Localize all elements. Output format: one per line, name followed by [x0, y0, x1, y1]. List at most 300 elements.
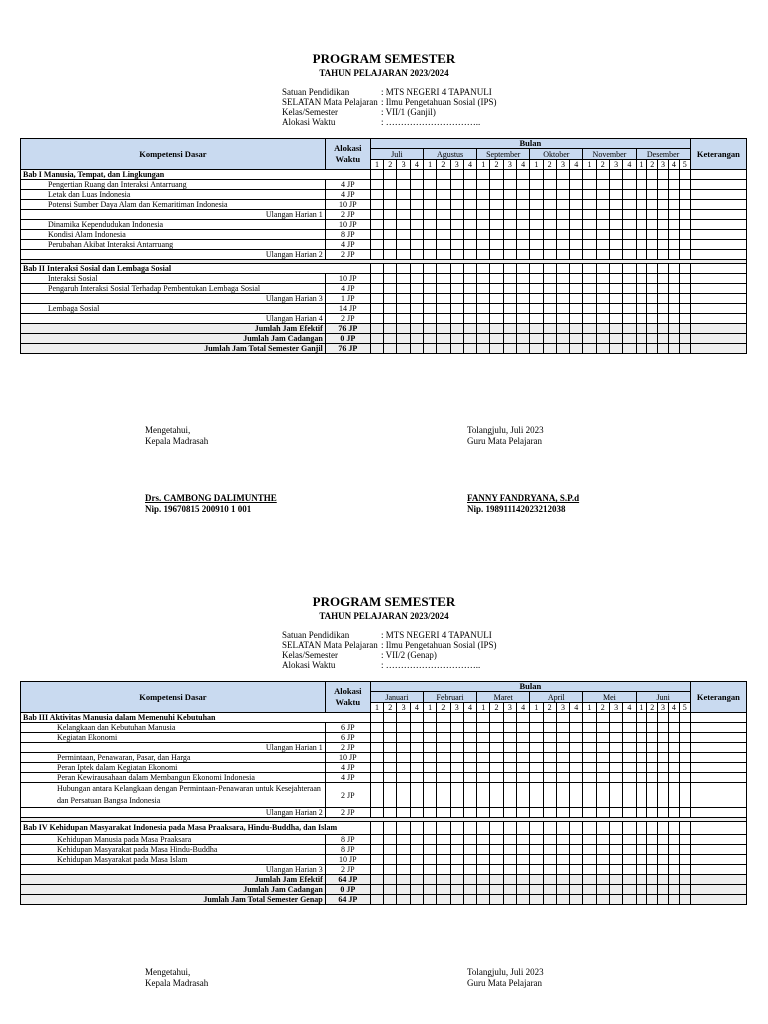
week-cell: [596, 885, 609, 895]
info-row: [282, 660, 497, 670]
week-cell: [543, 250, 556, 260]
week-cell: [658, 855, 669, 865]
week-cell: [543, 210, 556, 220]
week-cell: [647, 230, 658, 240]
week-cell: [530, 885, 543, 895]
week-cell: [490, 200, 503, 210]
table-row: [21, 822, 747, 835]
week-cell: [463, 822, 476, 835]
week-cell: [490, 713, 503, 723]
table-row: [21, 170, 747, 180]
week-cell: [397, 822, 410, 835]
week-cell: [623, 713, 636, 723]
week-cell: [450, 284, 463, 294]
alokasi-value: 0 JP: [325, 885, 370, 895]
week-cell: [609, 210, 622, 220]
week-cell: [570, 875, 583, 885]
week-cell: [668, 210, 679, 220]
week-cell: [658, 240, 669, 250]
week-cell: [477, 865, 490, 875]
week-cell: [503, 773, 516, 783]
week-cell: [503, 835, 516, 845]
week-cell: [463, 344, 476, 354]
week-cell: [370, 170, 383, 180]
week-cell: [397, 284, 410, 294]
week-cell: [503, 783, 516, 808]
week-cell: [450, 324, 463, 334]
info-value: : Ilmu Pengetahuan Sosial (IPS): [381, 97, 497, 107]
week-cell: [384, 240, 397, 250]
week-number: 4: [463, 160, 476, 170]
week-number: 3: [609, 703, 622, 713]
week-cell: [384, 763, 397, 773]
week-cell: [477, 733, 490, 743]
month-header: Agustus: [424, 149, 477, 160]
week-cell: [424, 865, 437, 875]
week-cell: [556, 324, 569, 334]
week-cell: [463, 885, 476, 895]
week-cell: [647, 250, 658, 260]
week-cell: [397, 733, 410, 743]
week-cell: [596, 294, 609, 304]
week-cell: [424, 230, 437, 240]
week-cell: [463, 304, 476, 314]
week-cell: [658, 808, 669, 818]
week-number: 4: [410, 703, 423, 713]
table-row: [21, 274, 747, 284]
week-cell: [397, 304, 410, 314]
week-cell: [596, 723, 609, 733]
week-cell: [437, 170, 450, 180]
keterangan-cell: [690, 723, 746, 733]
week-cell: [583, 865, 596, 875]
week-cell: [636, 190, 647, 200]
month-header: September: [477, 149, 530, 160]
week-cell: [490, 763, 503, 773]
week-number: 1: [370, 160, 383, 170]
week-cell: [477, 274, 490, 284]
week-cell: [623, 264, 636, 274]
alokasi-value: 2 JP: [325, 808, 370, 818]
week-cell: [583, 304, 596, 314]
week-number: 2: [490, 703, 503, 713]
week-cell: [410, 763, 423, 773]
kd-label: Peran Iptek dalam Kegiatan Ekonomi: [21, 763, 326, 773]
alokasi-value: 10 JP: [325, 200, 370, 210]
table-row: [21, 743, 747, 753]
week-cell: [570, 230, 583, 240]
week-cell: [636, 210, 647, 220]
week-cell: [450, 855, 463, 865]
week-cell: [490, 723, 503, 733]
week-cell: [647, 344, 658, 354]
week-cell: [668, 200, 679, 210]
week-cell: [450, 845, 463, 855]
week-cell: [450, 220, 463, 230]
table-row: [21, 220, 747, 230]
week-cell: [450, 865, 463, 875]
week-cell: [530, 180, 543, 190]
week-cell: [424, 743, 437, 753]
week-cell: [477, 783, 490, 808]
alokasi-value: 6 JP: [325, 733, 370, 743]
week-cell: [450, 304, 463, 314]
info-label: Alokasi Waktu: [282, 117, 336, 127]
week-cell: [410, 865, 423, 875]
week-cell: [437, 250, 450, 260]
week-cell: [668, 190, 679, 200]
table-row: [21, 294, 747, 304]
week-cell: [516, 210, 529, 220]
week-cell: [437, 284, 450, 294]
week-cell: [477, 220, 490, 230]
header-row: [21, 139, 747, 149]
total-label: Jumlah Jam Efektif: [21, 324, 326, 334]
week-cell: [556, 845, 569, 855]
week-cell: [658, 763, 669, 773]
keterangan-cell: [690, 763, 746, 773]
week-cell: [658, 324, 669, 334]
week-cell: [658, 845, 669, 855]
doc2-year: TAHUN PELAJARAN 2023/2024: [319, 611, 449, 621]
week-cell: [647, 200, 658, 210]
week-cell: [424, 835, 437, 845]
week-cell: [609, 875, 622, 885]
week-cell: [543, 865, 556, 875]
week-cell: [636, 264, 647, 274]
week-cell: [570, 845, 583, 855]
week-cell: [490, 274, 503, 284]
week-cell: [370, 773, 383, 783]
week-cell: [583, 743, 596, 753]
week-cell: [490, 220, 503, 230]
week-cell: [543, 274, 556, 284]
ulangan-label: Ulangan Harian 2: [21, 808, 326, 818]
week-cell: [530, 875, 543, 885]
week-cell: [384, 314, 397, 324]
week-cell: [583, 200, 596, 210]
week-cell: [450, 743, 463, 753]
week-cell: [596, 895, 609, 905]
week-cell: [384, 264, 397, 274]
week-cell: [543, 220, 556, 230]
week-cell: [570, 190, 583, 200]
ulangan-label: Ulangan Harian 3: [21, 294, 326, 304]
doc2-sign-right: [467, 967, 544, 989]
week-cell: [424, 713, 437, 723]
week-cell: [397, 314, 410, 324]
week-cell: [490, 835, 503, 845]
week-cell: [410, 723, 423, 733]
week-cell: [384, 324, 397, 334]
week-cell: [424, 763, 437, 773]
week-cell: [530, 773, 543, 783]
ulangan-label: Ulangan Harian 2: [21, 250, 326, 260]
week-cell: [543, 304, 556, 314]
week-cell: [450, 250, 463, 260]
week-cell: [623, 733, 636, 743]
week-cell: [623, 845, 636, 855]
week-cell: [596, 200, 609, 210]
week-cell: [437, 783, 450, 808]
week-cell: [556, 200, 569, 210]
week-cell: [424, 210, 437, 220]
week-cell: [516, 220, 529, 230]
week-cell: [543, 180, 556, 190]
sign-left-line1: Mengetahui,: [145, 967, 191, 977]
week-cell: [596, 274, 609, 284]
week-cell: [397, 180, 410, 190]
week-cell: [668, 733, 679, 743]
table-row: [21, 200, 747, 210]
week-cell: [570, 294, 583, 304]
week-cell: [543, 264, 556, 274]
week-cell: [437, 190, 450, 200]
week-cell: [384, 210, 397, 220]
week-cell: [477, 304, 490, 314]
total-label: Jumlah Jam Total Semester Ganjil: [21, 344, 326, 354]
week-cell: [530, 220, 543, 230]
week-cell: [516, 845, 529, 855]
week-cell: [570, 895, 583, 905]
week-cell: [658, 294, 669, 304]
week-cell: [636, 835, 647, 845]
week-cell: [450, 808, 463, 818]
week-cell: [450, 170, 463, 180]
table-row: [21, 865, 747, 875]
week-cell: [370, 344, 383, 354]
week-cell: [668, 334, 679, 344]
week-cell: [570, 344, 583, 354]
week-cell: [636, 753, 647, 763]
week-cell: [583, 895, 596, 905]
doc1-sign-right: [467, 425, 544, 447]
keterangan-cell: [690, 324, 746, 334]
week-cell: [647, 304, 658, 314]
week-cell: [647, 220, 658, 230]
week-cell: [410, 334, 423, 344]
kd-label: Permintaan, Penawaran, Pasar, dan Harga: [21, 753, 326, 763]
week-cell: [477, 180, 490, 190]
week-number: 3: [658, 160, 669, 170]
month-header: Juni: [636, 692, 690, 703]
week-cell: [424, 264, 437, 274]
week-cell: [530, 808, 543, 818]
week-number: 2: [596, 160, 609, 170]
week-cell: [437, 264, 450, 274]
week-cell: [583, 822, 596, 835]
week-cell: [658, 723, 669, 733]
week-cell: [556, 855, 569, 865]
week-cell: [668, 743, 679, 753]
week-cell: [658, 875, 669, 885]
week-cell: [516, 344, 529, 354]
week-cell: [570, 723, 583, 733]
week-cell: [490, 250, 503, 260]
table-row: [21, 753, 747, 763]
week-cell: [424, 240, 437, 250]
week-cell: [647, 895, 658, 905]
week-cell: [668, 753, 679, 763]
week-cell: [570, 733, 583, 743]
week-cell: [543, 344, 556, 354]
week-cell: [668, 855, 679, 865]
week-cell: [516, 822, 529, 835]
week-cell: [647, 865, 658, 875]
week-cell: [503, 865, 516, 875]
week-cell: [679, 314, 690, 324]
week-cell: [647, 294, 658, 304]
keterangan-cell: [690, 783, 746, 808]
week-number: 1: [477, 160, 490, 170]
week-cell: [583, 250, 596, 260]
week-cell: [516, 763, 529, 773]
week-cell: [623, 250, 636, 260]
week-cell: [658, 230, 669, 240]
info-label: SELATAN Mata Pelajaran: [282, 97, 378, 107]
week-cell: [463, 284, 476, 294]
week-cell: [477, 835, 490, 845]
week-cell: [503, 895, 516, 905]
keterangan-cell: [690, 835, 746, 845]
week-cell: [609, 743, 622, 753]
week-cell: [556, 723, 569, 733]
week-cell: [543, 723, 556, 733]
week-cell: [397, 250, 410, 260]
ulangan-label: Ulangan Harian 3: [21, 865, 326, 875]
week-cell: [636, 783, 647, 808]
info-value: : VII/2 (Genap): [381, 650, 437, 660]
alokasi-value: 14 JP: [325, 304, 370, 314]
week-cell: [570, 783, 583, 808]
week-cell: [668, 713, 679, 723]
alokasi-value: 2 JP: [325, 250, 370, 260]
week-number: 4: [668, 703, 679, 713]
week-cell: [516, 190, 529, 200]
week-cell: [437, 753, 450, 763]
week-cell: [424, 808, 437, 818]
kd-label: Peran Kewirausahaan dalam Membangun Ekonomi Indonesia: [21, 773, 326, 783]
week-cell: [463, 723, 476, 733]
week-cell: [679, 733, 690, 743]
week-cell: [530, 783, 543, 808]
week-cell: [668, 875, 679, 885]
headmaster-nip: Nip. 19670815 200910 1 001: [145, 504, 252, 514]
week-cell: [530, 294, 543, 304]
week-cell: [543, 200, 556, 210]
week-cell: [658, 783, 669, 808]
week-cell: [596, 733, 609, 743]
week-cell: [463, 875, 476, 885]
keterangan-cell: [690, 773, 746, 783]
week-cell: [570, 773, 583, 783]
week-cell: [658, 743, 669, 753]
week-cell: [463, 835, 476, 845]
week-number: 3: [658, 703, 669, 713]
week-cell: [516, 808, 529, 818]
week-number: 4: [410, 160, 423, 170]
week-cell: [658, 284, 669, 294]
week-cell: [477, 200, 490, 210]
week-cell: [370, 294, 383, 304]
week-cell: [623, 314, 636, 324]
week-cell: [543, 324, 556, 334]
week-cell: [668, 783, 679, 808]
keterangan-cell: [690, 865, 746, 875]
table-row: [21, 230, 747, 240]
week-cell: [658, 304, 669, 314]
info-label: SELATAN Mata Pelajaran: [282, 640, 378, 650]
alokasi-value: 4 JP: [325, 773, 370, 783]
week-cell: [570, 274, 583, 284]
week-cell: [668, 835, 679, 845]
week-cell: [370, 723, 383, 733]
week-cell: [636, 845, 647, 855]
alokasi-value: 4 JP: [325, 240, 370, 250]
kd-label: Hubungan antara Kelangkaan dengan Permintaan-Penawaran untuk Kesejahteraan dan Persatuan Bangsa Indonesia: [21, 783, 326, 808]
week-cell: [658, 865, 669, 875]
week-cell: [503, 885, 516, 895]
week-cell: [623, 875, 636, 885]
doc1-info: [282, 87, 497, 127]
week-cell: [490, 264, 503, 274]
total-label: Jumlah Jam Total Semester Genap: [21, 895, 326, 905]
week-cell: [450, 190, 463, 200]
week-cell: [543, 284, 556, 294]
week-cell: [410, 324, 423, 334]
week-cell: [477, 713, 490, 723]
week-cell: [410, 753, 423, 763]
week-cell: [636, 324, 647, 334]
week-cell: [679, 845, 690, 855]
week-cell: [570, 334, 583, 344]
week-cell: [596, 264, 609, 274]
week-cell: [370, 274, 383, 284]
keterangan-cell: [690, 274, 746, 284]
week-cell: [679, 274, 690, 284]
week-cell: [384, 200, 397, 210]
week-cell: [556, 180, 569, 190]
week-cell: [636, 200, 647, 210]
week-cell: [623, 773, 636, 783]
header-alokasi: Alokasi Waktu: [325, 139, 370, 170]
week-cell: [679, 822, 690, 835]
week-cell: [668, 314, 679, 324]
week-cell: [636, 240, 647, 250]
week-cell: [530, 723, 543, 733]
week-cell: [570, 835, 583, 845]
week-cell: [530, 743, 543, 753]
week-cell: [463, 180, 476, 190]
table-row: [21, 835, 747, 845]
week-cell: [450, 895, 463, 905]
week-cell: [450, 210, 463, 220]
week-cell: [410, 200, 423, 210]
week-cell: [596, 210, 609, 220]
week-cell: [490, 743, 503, 753]
table-row: [21, 733, 747, 743]
week-cell: [543, 875, 556, 885]
week-cell: [647, 783, 658, 808]
week-cell: [570, 743, 583, 753]
week-cell: [463, 240, 476, 250]
week-cell: [397, 264, 410, 274]
week-cell: [477, 240, 490, 250]
week-cell: [477, 190, 490, 200]
week-cell: [596, 220, 609, 230]
week-cell: [384, 220, 397, 230]
keterangan-cell: [690, 822, 746, 835]
